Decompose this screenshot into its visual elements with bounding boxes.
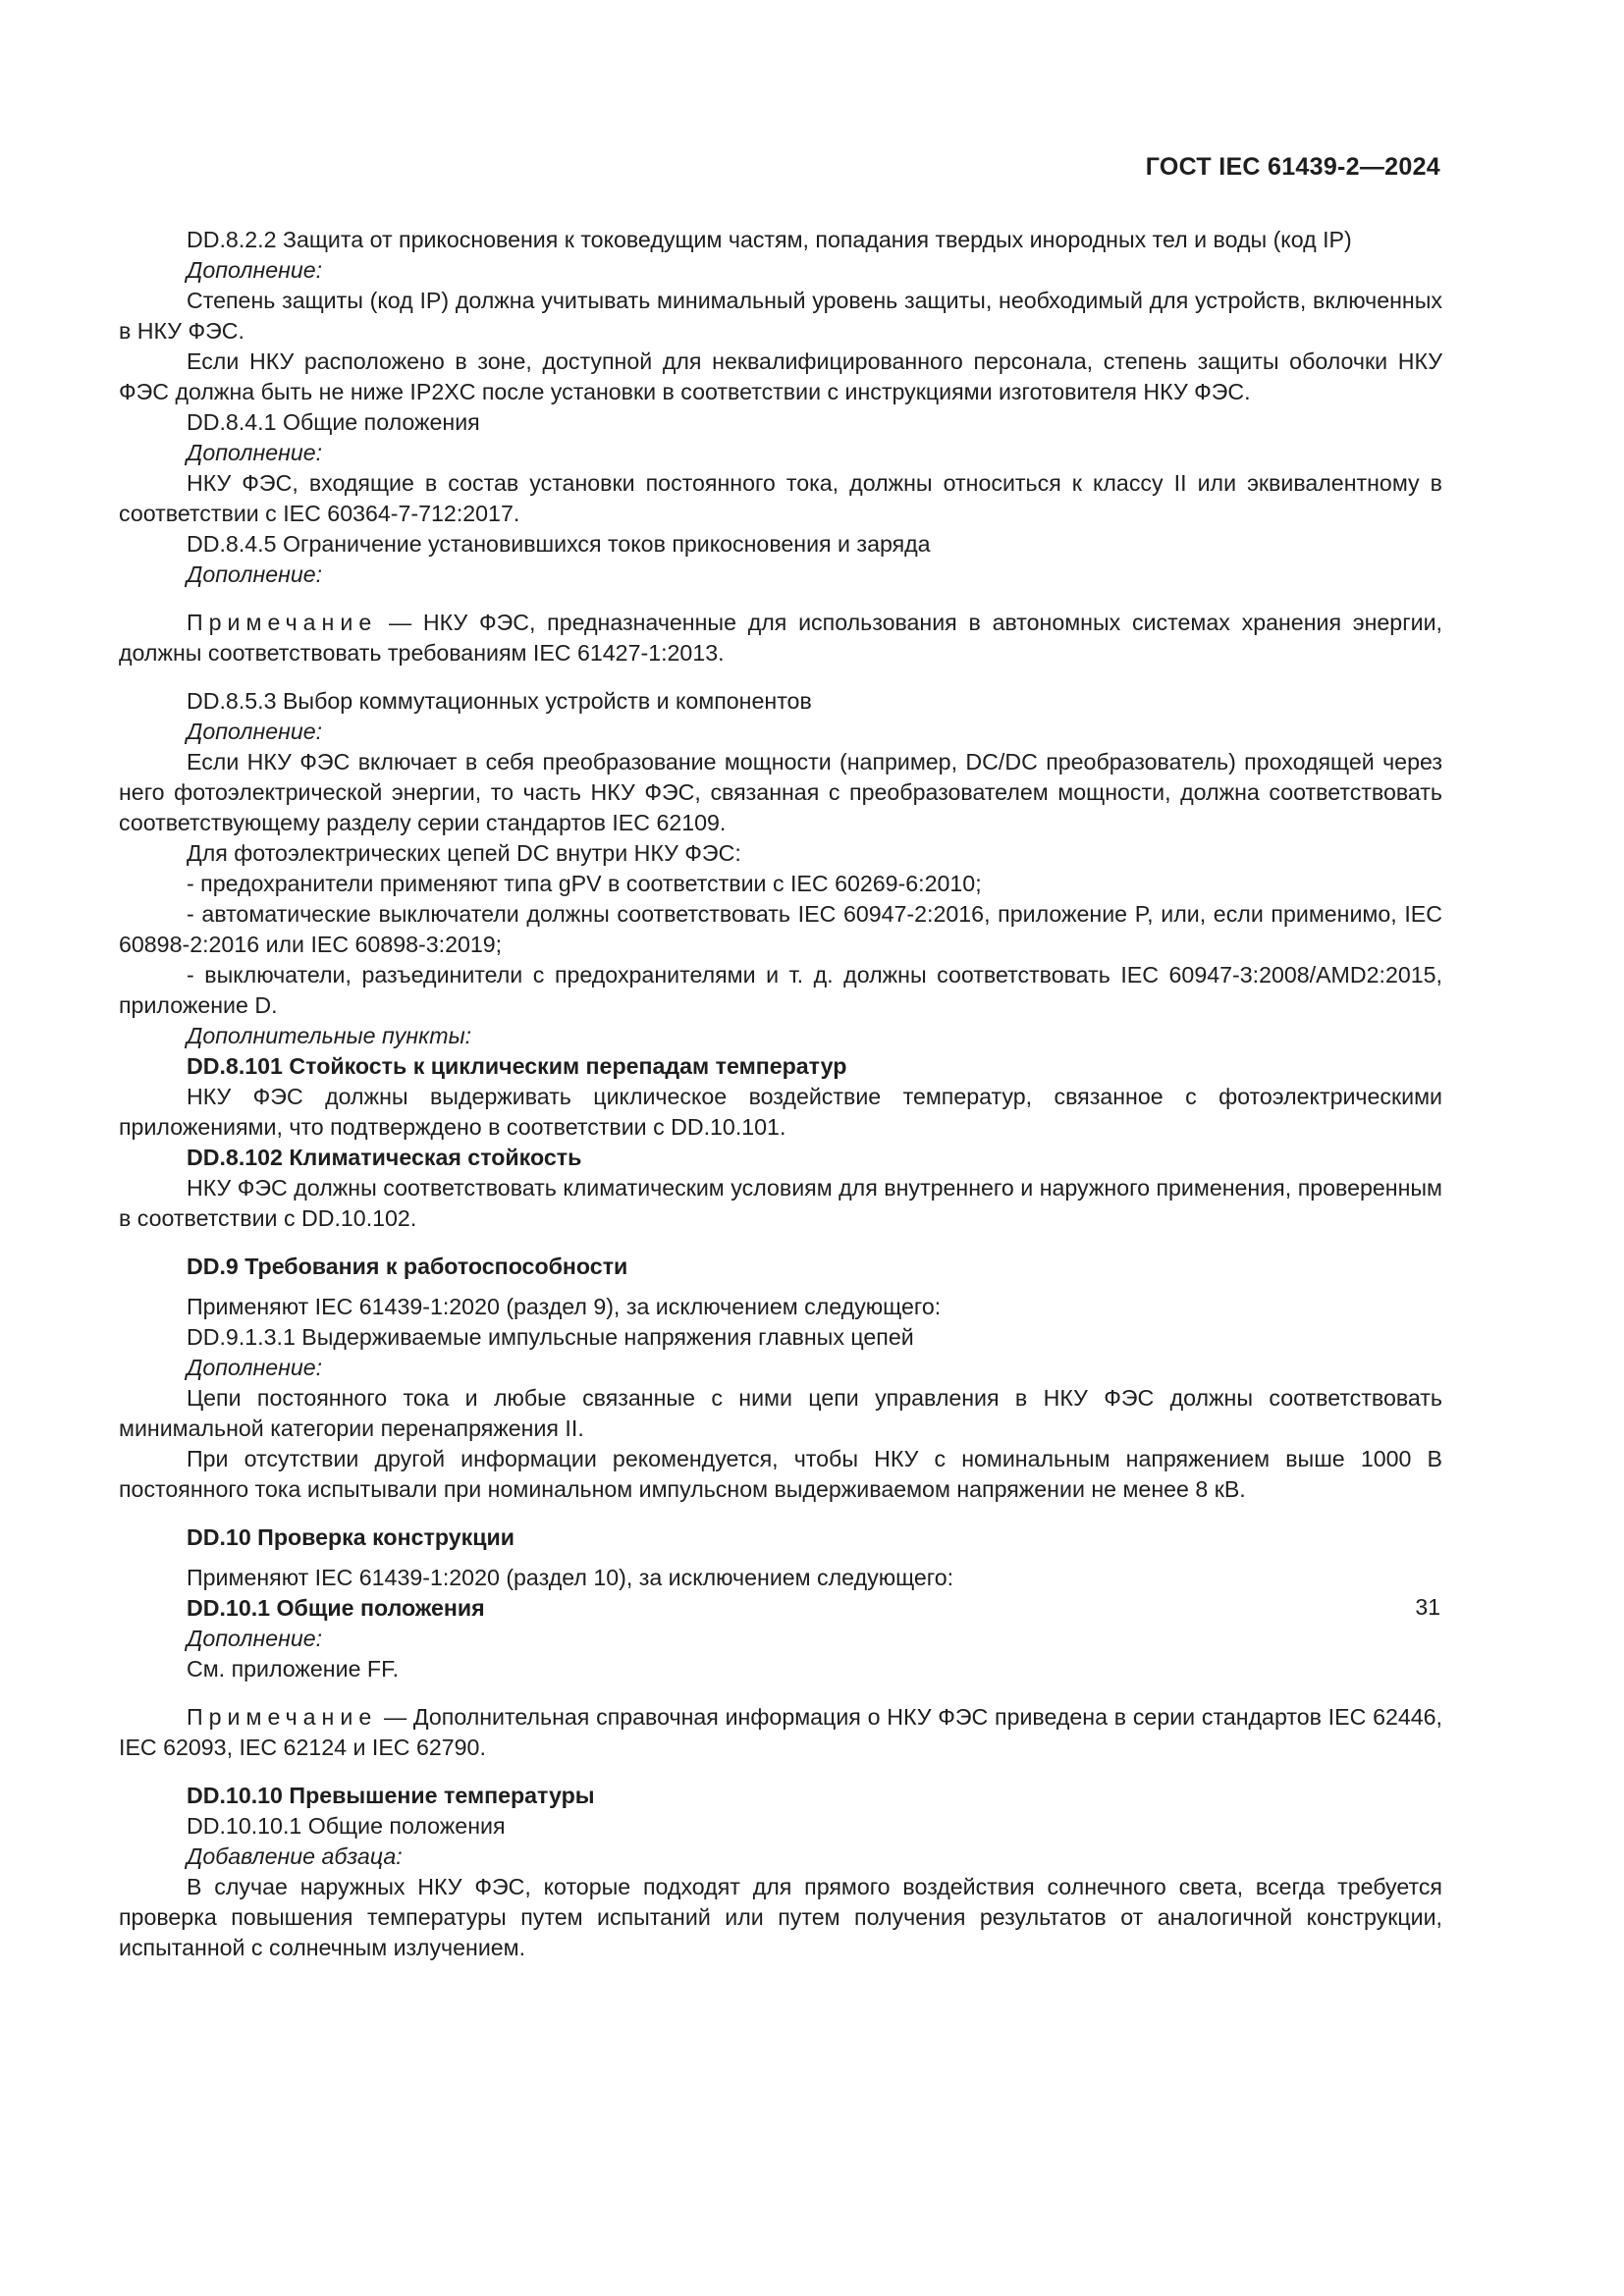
section-heading-dd-10: DD.10 Проверка конструкции: [187, 1524, 514, 1550]
addition-label: Дополнение:: [187, 440, 323, 465]
note-label: Примечание: [187, 610, 378, 635]
list-item: - автоматические выключатели должны соответствовать IEC 60947-2:2016, приложение P, или, если применимо, IEC 60898-2:2016 или IEC 60898-3:2019;: [119, 901, 1442, 957]
paragraph: Применяют IEC 61439-1:2020 (раздел 10), за исключением следующего:: [187, 1565, 954, 1590]
section-heading-dd-9: DD.9 Требования к работоспособности: [187, 1254, 628, 1279]
extra-items-label: Дополнительные пункты:: [187, 1023, 472, 1048]
addition-label: Добавление абзаца:: [187, 1843, 403, 1869]
clause-heading-dd-10-1: DD.10.1 Общие положения: [187, 1595, 485, 1621]
clause-heading-dd-8-5-3: DD.8.5.3 Выбор коммутационных устройств и компонентов: [187, 688, 812, 714]
addition-label: Дополнение:: [187, 561, 323, 587]
paragraph: Степень защиты (код IP) должна учитывать минимальный уровень защиты, необходимый для устройств, включенных в НКУ ФЭС.: [119, 288, 1442, 344]
clause-heading-dd-9-1-3-1: DD.9.1.3.1 Выдерживаемые импульсные напряжения главных цепей: [187, 1324, 914, 1350]
clause-heading-dd-8-4-5: DD.8.4.5 Ограничение установившихся токов прикосновения и заряда: [187, 531, 931, 557]
page-number: 31: [1415, 1594, 1440, 1620]
addition-label: Дополнение:: [187, 257, 323, 283]
document-body: [119, 225, 1442, 1963]
clause-heading-dd-8-102: DD.8.102 Климатическая стойкость: [187, 1145, 582, 1170]
paragraph: Применяют IEC 61439-1:2020 (раздел 9), за исключением следующего:: [187, 1294, 942, 1319]
paragraph: В случае наружных НКУ ФЭС, которые подходят для прямого воздействия солнечного света, всегда требуется проверка повышения температуры путем испытаний или путем получения результатов от аналогичной конструкции, испытанной с солнечным излучением.: [119, 1874, 1442, 1960]
clause-heading-dd-8-2-2: DD.8.2.2 Защита от прикосновения к токоведущим частям, попадания твердых инородных тел и воды (код IP): [187, 227, 1352, 252]
list-item: - предохранители применяют типа gPV в соответствии с IEC 60269-6:2010;: [187, 871, 982, 896]
list-item: - выключатели, разъединители с предохранителями и т. д. должны соответствовать IEC 60947-3:2008/AMD2:2015, приложение D.: [119, 962, 1442, 1018]
addition-label: Дополнение:: [187, 719, 323, 744]
paragraph: При отсутствии другой информации рекомендуется, чтобы НКУ с номинальным напряжением выше 1000 В постоянного тока испытывали при номинальном импульсном выдерживаемом напряжении не менее 8 кВ.: [119, 1446, 1442, 1502]
paragraph: НКУ ФЭС, входящие в состав установки постоянного тока, должны относиться к классу II или эквивалентному в соответствии с IEC 60364-7-712:2017.: [119, 470, 1442, 526]
document-header: ГОСТ IEC 61439-2—2024: [1145, 153, 1440, 181]
addition-label: Дополнение:: [187, 1355, 323, 1380]
paragraph: См. приложение FF.: [187, 1656, 400, 1682]
clause-heading-dd-10-10-1: DD.10.10.1 Общие положения: [187, 1813, 506, 1839]
clause-heading-dd-10-10: DD.10.10 Превышение температуры: [187, 1783, 595, 1808]
paragraph: Если НКУ расположено в зоне, доступной для неквалифицированного персонала, степень защиты оболочки НКУ ФЭС должна быть не ниже IP2XC после установки в соответствии с инструкциями изготовителя НКУ ФЭС.: [119, 348, 1442, 404]
note: [119, 1702, 1442, 1763]
clause-heading-dd-8-4-1: DD.8.4.1 Общие положения: [187, 409, 480, 435]
addition-label: Дополнение:: [187, 1626, 323, 1651]
note: [119, 608, 1442, 668]
paragraph: Для фотоэлектрических цепей DC внутри НКУ ФЭС:: [187, 840, 741, 866]
paragraph: Цепи постоянного тока и любые связанные с ними цепи управления в НКУ ФЭС должны соответствовать минимальной категории перенапряжения II.: [119, 1385, 1442, 1441]
paragraph: НКУ ФЭС должны соответствовать климатическим условиям для внутреннего и наружного применения, проверенным в соответствии с DD.10.102.: [119, 1175, 1442, 1231]
paragraph: НКУ ФЭС должны выдерживать циклическое воздействие температур, связанное с фотоэлектрическими приложениями, что подтверждено в соответствии с DD.10.101.: [119, 1084, 1442, 1140]
paragraph: Если НКУ ФЭС включает в себя преобразование мощности (например, DC/DC преобразователь) проходящей через него фотоэлектрической энергии, то часть НКУ ФЭС, связанная с преобразователем мощности, должна соответствовать соответствующему разделу серии стандартов IEC 62109.: [119, 749, 1442, 835]
note-label: Примечание: [187, 1704, 378, 1730]
clause-heading-dd-8-101: DD.8.101 Стойкость к циклическим перепадам температур: [187, 1053, 847, 1079]
note-text: — НКУ ФЭС, предназначенные для использования в автономных системах хранения энергии, должны соответствовать требованиям IEC 61427-1:2013.: [119, 610, 1442, 666]
note-text: — Дополнительная справочная информация о НКУ ФЭС приведена в серии стандартов IEC 62446, IEC 62093, IEC 62124 и IEC 62790.: [119, 1704, 1442, 1760]
